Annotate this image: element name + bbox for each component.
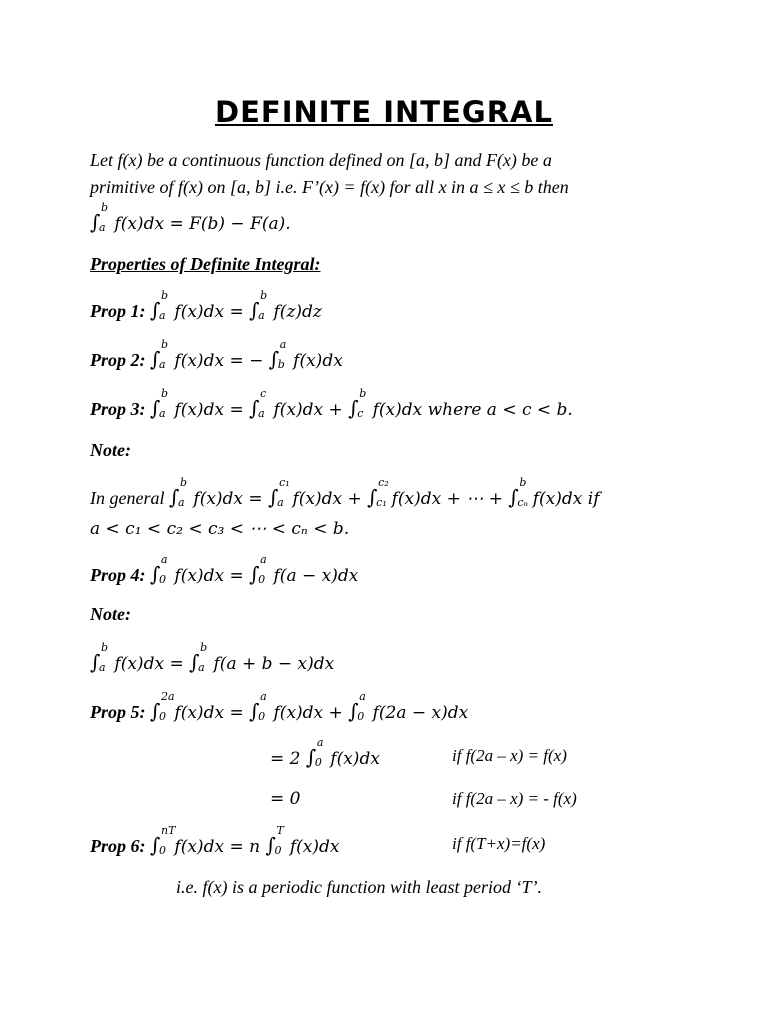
prop-3: Prop 3: ∫ b a f(x)dx = ∫ c a f(x)dx + ∫ b c f(x)dx where a < c < b. bbox=[90, 387, 573, 420]
prop-2: Prop 2: ∫ b a f(x)dx = − ∫ a b f(x)dx bbox=[90, 338, 343, 371]
intro-line-2: primitive of f(x) on [a, b] i.e. F’(x) = f(x) for all x in a ≤ x ≤ b then bbox=[90, 177, 569, 197]
page-title: DEFINITE INTEGRAL bbox=[215, 95, 553, 129]
properties-heading: Properties of Definite Integral: bbox=[90, 254, 321, 274]
prop-6: Prop 6: ∫ nT 0 f(x)dx = n ∫ T 0 f(x)dx bbox=[90, 824, 340, 857]
general-formula-line-2: a < c₁ < c₂ < c₃ < ⋯ < cₙ < b. bbox=[90, 519, 350, 539]
prop-6-note: i.e. f(x) is a periodic function with least period ‘T’. bbox=[176, 877, 542, 897]
integral-sign: ∫ b a bbox=[90, 201, 109, 234]
note-2-formula: ∫ b a f(x)dx = ∫ b a f(a + b − x)dx bbox=[90, 641, 335, 674]
prop-6-condition: if f(T+x)=f(x) bbox=[452, 834, 546, 853]
note-label: Note: bbox=[90, 440, 131, 460]
intro-formula: ∫ b a f(x)dx = F(b) − F(a). bbox=[90, 201, 291, 234]
prop-5-case-1-condition: if f(2a – x) = f(x) bbox=[452, 746, 567, 765]
prop-4: Prop 4: ∫ a 0 f(x)dx = ∫ a 0 f(a − x)dx bbox=[90, 553, 359, 586]
prop-5: Prop 5: ∫ 2a 0 f(x)dx = ∫ a 0 f(x)dx + ∫ a 0 f(2a − x)dx bbox=[90, 690, 469, 723]
note-label: Note: bbox=[90, 604, 131, 624]
prop-1: Prop 1: ∫ b a f(x)dx = ∫ b a f(z)dz bbox=[90, 289, 322, 322]
general-formula: In general ∫ b a f(x)dx = ∫ c₁ a f(x)dx + ∫ c₂ c₁ f(x)dx + ⋯ + ∫ b cₙ f(x)dx if bbox=[90, 476, 600, 509]
prop-5-case-2: = 0 bbox=[270, 789, 301, 809]
intro-line-1: Let f(x) be a continuous function defined on [a, b] and F(x) be a bbox=[90, 150, 552, 170]
prop-5-case-1: = 2 ∫ a 0 f(x)dx bbox=[270, 736, 380, 769]
prop-5-case-2-condition: if f(2a – x) = - f(x) bbox=[452, 789, 577, 808]
